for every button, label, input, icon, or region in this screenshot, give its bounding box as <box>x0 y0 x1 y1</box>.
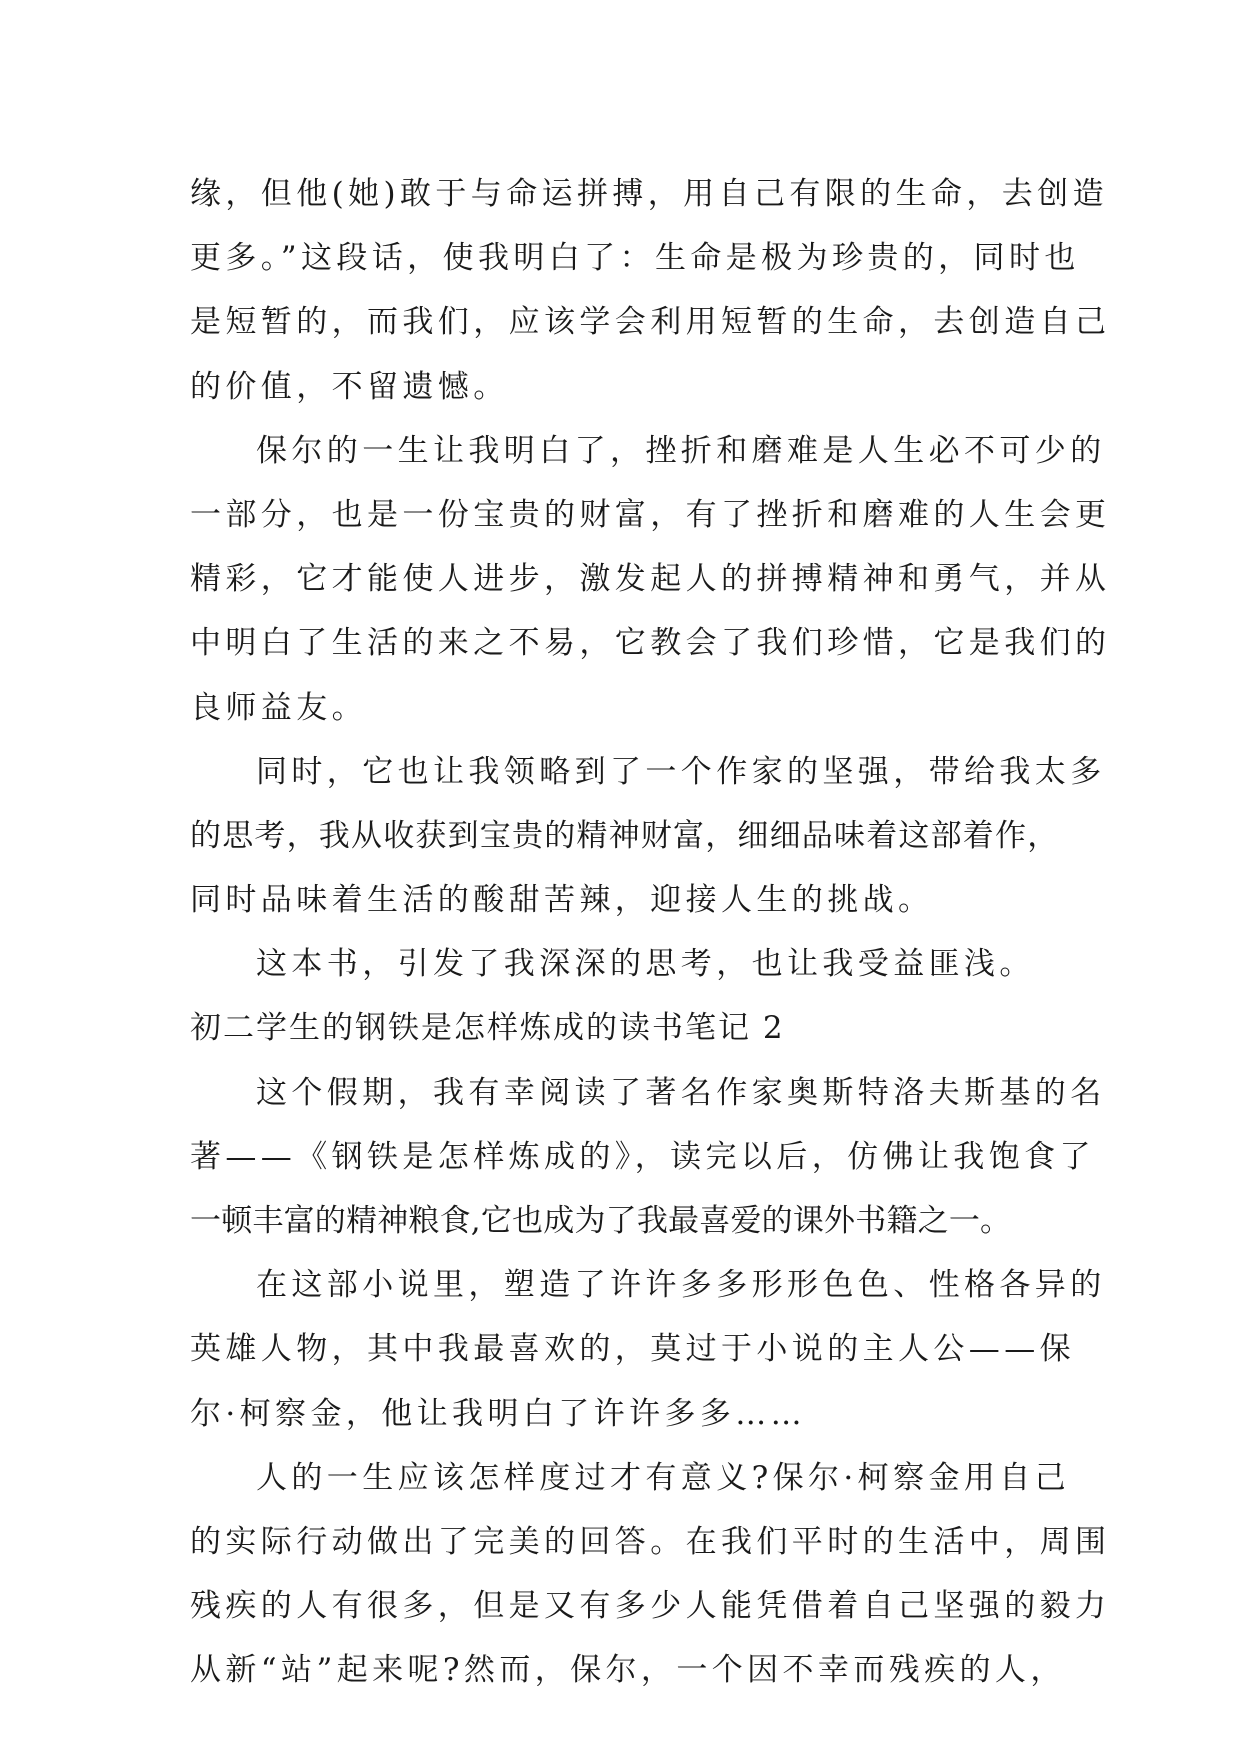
text-line: 一部分，也是一份宝贵的财富，有了挫折和磨难的人生会更 <box>190 496 1111 533</box>
paragraph-start: 保尔的一生让我明白了，挫折和磨难是人生必不可少的 <box>256 432 1106 469</box>
document-body <box>190 162 1111 1703</box>
text-line: 更多。”这段话，使我明白了：生命是极为珍贵的，同时也 <box>190 240 1080 277</box>
text-line: 的实际行动做出了完美的回答。在我们平时的生活中，周围 <box>190 1523 1111 1560</box>
section-heading: 初二学生的钢铁是怎样炼成的读书笔记 2 <box>190 1010 785 1047</box>
text-line: 英雄人物，其中我最喜欢的，莫过于小说的主人公——保 <box>190 1331 1075 1368</box>
text-line: 的价值，不留遗憾。 <box>190 368 509 405</box>
text-line: 同时品味着生活的酸甜苦辣，迎接人生的挑战。 <box>190 882 934 919</box>
text-line: 是短暂的，而我们，应该学会利用短暂的生命，去创造自己 <box>190 304 1111 341</box>
paragraph-start: 这本书，引发了我深深的思考，也让我受益匪浅。 <box>256 946 1035 983</box>
text-line: 中明白了生活的来之不易，它教会了我们珍惜，它是我们的 <box>190 625 1111 662</box>
text-line: 尔·柯察金，他让我明白了许许多多…… <box>190 1395 807 1432</box>
text-line: 残疾的人有很多，但是又有多少人能凭借着自己坚强的毅力 <box>190 1588 1111 1625</box>
text-line: 精彩，它才能使人进步，激发起人的拼搏精神和勇气，并从 <box>190 561 1111 598</box>
text-line: 从新“站”起来呢?然而，保尔，一个因不幸而残疾的人， <box>190 1652 1066 1689</box>
paragraph-start: 在这部小说里，塑造了许许多多形形色色、性格各异的 <box>256 1267 1106 1304</box>
paragraph-start: 这个假期，我有幸阅读了著名作家奥斯特洛夫斯基的名 <box>256 1074 1106 1111</box>
text-line: 一顿丰富的精神粮食,它也成为了我最喜爱的课外书籍之一。 <box>190 1203 1012 1239</box>
text-line: 缘，但他(她)敢于与命运拼搏，用自己有限的生命，去创造 <box>190 176 1108 212</box>
text-line: 著——《钢铁是怎样炼成的》，读完以后，仿佛让我饱食了 <box>190 1138 1095 1175</box>
text-line: 良师益友。 <box>190 689 367 726</box>
text-line: 的思考，我从收获到宝贵的精神财富，细细品味着这部着作， <box>190 817 1060 854</box>
paragraph-start: 同时，它也让我领略到了一个作家的坚强，带给我太多 <box>256 753 1106 790</box>
paragraph-start: 人的一生应该怎样度过才有意义?保尔·柯察金用自己 <box>256 1459 1071 1496</box>
